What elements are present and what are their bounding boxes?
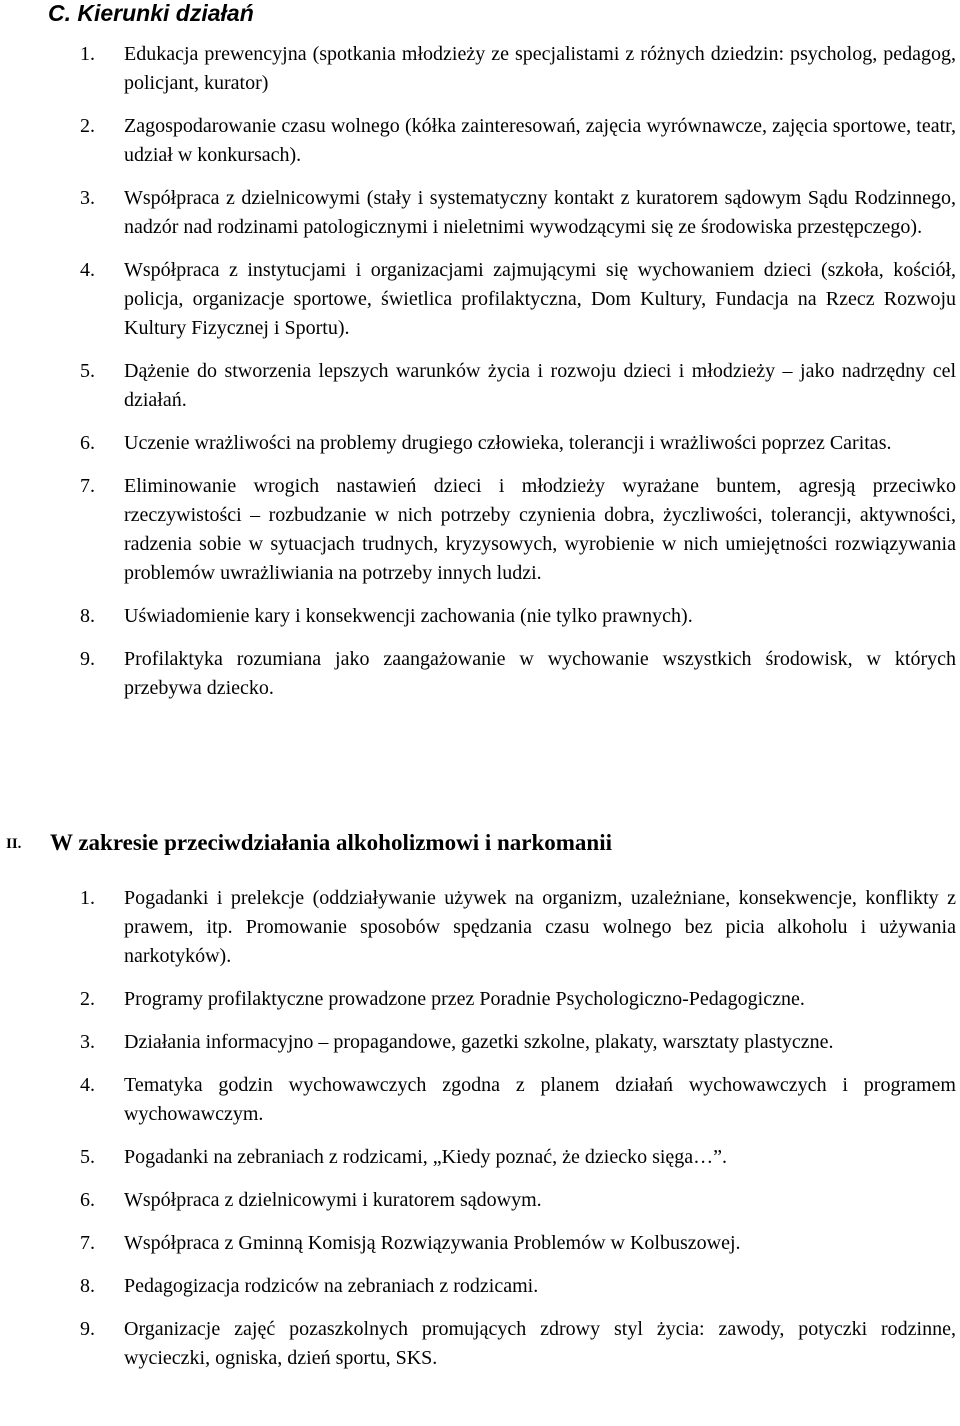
list-item	[0, 40, 960, 98]
section-c-list	[0, 40, 960, 717]
list-item	[0, 1272, 960, 1301]
list-item-number: 8.	[80, 605, 95, 627]
list-item	[0, 645, 960, 703]
section-ii-title: W zakresie przeciwdziałania alkoholizmowi i narkomanii	[50, 830, 613, 855]
list-item	[0, 1028, 960, 1057]
list-item	[0, 184, 960, 242]
list-item	[0, 429, 960, 458]
list-item-number: 6.	[80, 1189, 95, 1211]
list-item-number: 7.	[80, 475, 95, 497]
list-item-number: 4.	[80, 1074, 95, 1096]
section-ii-numeral: II.	[6, 836, 22, 852]
section-ii-heading	[0, 826, 960, 860]
list-item-number: 4.	[80, 259, 95, 281]
list-item	[0, 884, 960, 971]
list-item-number: 8.	[80, 1275, 95, 1297]
section-c-heading: C. Kierunki działań	[48, 0, 254, 26]
list-item-text: Organizacje zajęć pozaszkolnych promujących zdrowy styl życia: zawody, potyczki rodzinne, wycieczki, ogniska, dzień sportu, SKS.	[124, 1318, 956, 1369]
list-item-number: 5.	[80, 360, 95, 382]
list-item-text: Zagospodarowanie czasu wolnego (kółka zainteresowań, zajęcia wyrównawcze, zajęcia sportowe, teatr, udział w konkursach).	[124, 115, 956, 166]
list-item	[0, 472, 960, 588]
list-item-number: 9.	[80, 648, 95, 670]
list-item	[0, 112, 960, 170]
list-item-number: 2.	[80, 115, 95, 137]
list-item-text: Programy profilaktyczne prowadzone przez Poradnie Psychologiczno-Pedagogiczne.	[124, 988, 805, 1010]
list-item-number: 1.	[80, 887, 95, 909]
list-item-text: Tematyka godzin wychowawczych zgodna z planem działań wychowawczych i programem wychowawczym.	[124, 1074, 956, 1125]
list-item-text: Eliminowanie wrogich nastawień dzieci i młodzieży wyrażane buntem, agresją przeciwko rzeczywistości – rozbudzanie w nich potrzeby czynienia dobra, życzliwości, tolerancji, aktywności, radzenia sobie w sytuacjach trudnych, kryzysowych, wyrobienie w nich umiejętności rozwiązywania problemów uwrażliwiania na potrzeby innych ludzi.	[124, 475, 956, 584]
list-item-number: 1.	[80, 43, 95, 65]
list-item-text: Współpraca z dzielnicowymi i kuratorem sądowym.	[124, 1189, 542, 1211]
list-item-number: 3.	[80, 1031, 95, 1053]
list-item-number: 3.	[80, 187, 95, 209]
list-item-number: 9.	[80, 1318, 95, 1340]
list-item	[0, 1186, 960, 1215]
list-item-text: Działania informacyjno – propagandowe, gazetki szkolne, plakaty, warsztaty plastyczne.	[124, 1031, 834, 1053]
list-item-text: Dążenie do stworzenia lepszych warunków życia i rozwoju dzieci i młodzieży – jako nadrzędny cel działań.	[124, 360, 956, 411]
list-item-text: Uświadomienie kary i konsekwencji zachowania (nie tylko prawnych).	[124, 605, 693, 627]
list-item-text: Współpraca z dzielnicowymi (stały i systematyczny kontakt z kuratorem sądowym Sądu Rodzinnego, nadzór nad rodzinami patologicznymi i nieletnimi wywodzącymi się ze środowiska przestępczego).	[124, 187, 956, 238]
list-item-text: Pogadanki i prelekcje (oddziaływanie używek na organizm, uzależniane, konsekwencje, konflikty z prawem, itp. Promowanie sposobów spędzania czasu wolnego bez picia alkoholu i używania narkotyków).	[124, 887, 956, 967]
list-item	[0, 1071, 960, 1129]
section-ii-list	[0, 884, 960, 1387]
list-item-text: Profilaktyka rozumiana jako zaangażowanie w wychowanie wszystkich środowisk, w których przebywa dziecko.	[124, 648, 956, 699]
list-item-number: 5.	[80, 1146, 95, 1168]
list-item-number: 6.	[80, 432, 95, 454]
list-item-number: 7.	[80, 1232, 95, 1254]
list-item	[0, 1229, 960, 1258]
list-item	[0, 357, 960, 415]
list-item	[0, 1315, 960, 1373]
list-item-number: 2.	[80, 988, 95, 1010]
list-item	[0, 602, 960, 631]
list-item	[0, 256, 960, 343]
list-item-text: Uczenie wrażliwości na problemy drugiego człowieka, tolerancji i wrażliwości poprzez Caritas.	[124, 432, 892, 454]
list-item-text: Współpraca z Gminną Komisją Rozwiązywania Problemów w Kolbuszowej.	[124, 1232, 741, 1254]
list-item-text: Pogadanki na zebraniach z rodzicami, „Kiedy poznać, że dziecko sięga…”.	[124, 1146, 728, 1168]
list-item-text: Pedagogizacja rodziców na zebraniach z rodzicami.	[124, 1275, 539, 1297]
list-item	[0, 985, 960, 1014]
list-item	[0, 1143, 960, 1172]
list-item-text: Współpraca z instytucjami i organizacjami zajmującymi się wychowaniem dzieci (szkoła, kościół, policja, organizacje sportowe, świetlica profilaktyczna, Dom Kultury, Fundacja na Rzecz Rozwoju Kultury Fizycznej i Sportu).	[124, 259, 956, 339]
list-item-text: Edukacja prewencyjna (spotkania młodzieży ze specjalistami z różnych dziedzin: psycholog, pedagog, policjant, kurator)	[124, 43, 956, 94]
